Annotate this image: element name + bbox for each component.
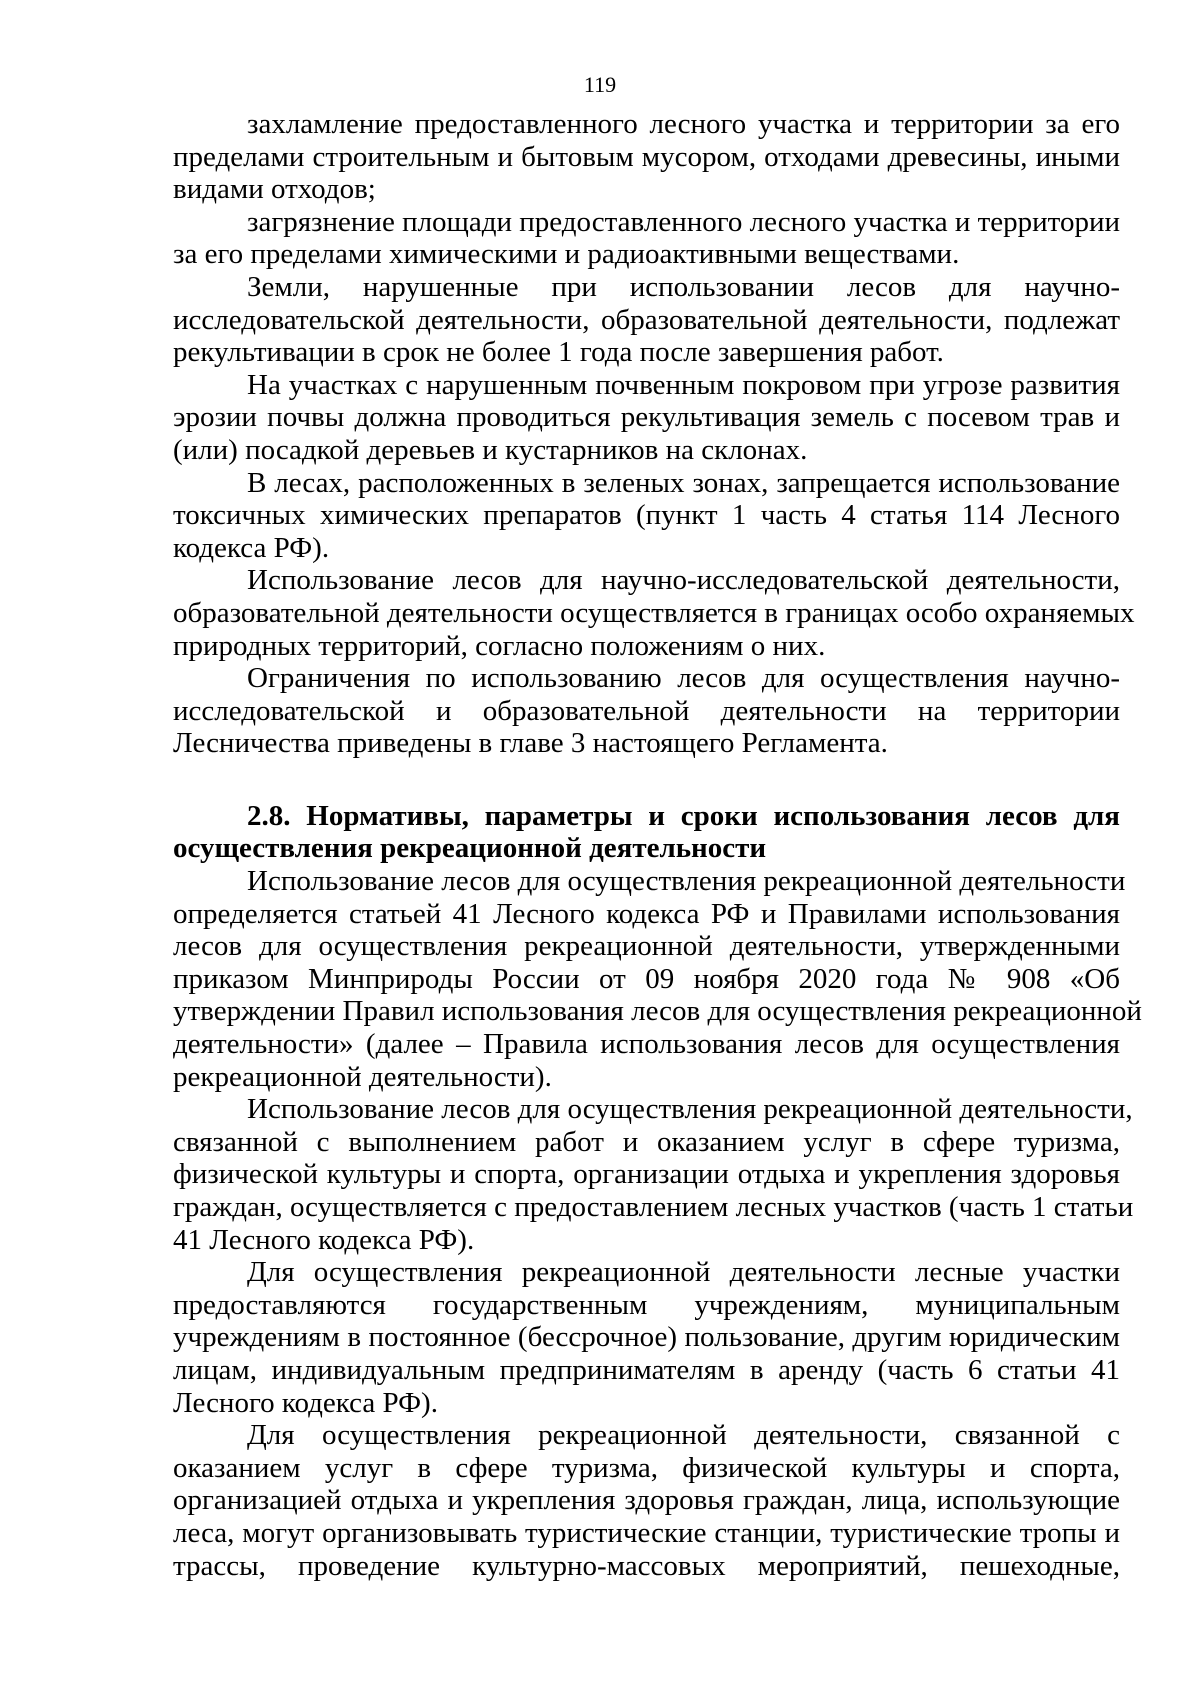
text-line: Лесничества приведены в главе 3 настоящего Регламента. <box>173 727 888 760</box>
text-line: учреждениям в постоянное (бессрочное) пользование, другим юридическим <box>173 1321 1120 1354</box>
text-line: исследовательской деятельности, образовательной деятельности, подлежат <box>173 303 1120 336</box>
paragraph <box>173 1256 1120 1419</box>
text-line: природных территорий, согласно положениям о них. <box>173 629 826 662</box>
paragraph <box>173 662 1120 760</box>
text-line: рекультивации в срок не более 1 года после завершения работ. <box>173 336 944 369</box>
text-line: Использование лесов для научно-исследовательской деятельности, <box>247 564 1120 597</box>
paragraphs-after-heading <box>173 865 1142 1582</box>
text-line: лицам, индивидуальным предпринимателям в аренду (часть 6 статьи 41 <box>173 1353 1120 1386</box>
text-line: 41 Лесного кодекса РФ). <box>173 1223 475 1256</box>
text-line: загрязнение площади предоставленного лесного участка и территории <box>247 205 1120 238</box>
text-line: связанной с выполнением работ и оказанием услуг в сфере туризма, <box>173 1125 1120 1158</box>
text-line: Лесного кодекса РФ). <box>173 1386 438 1419</box>
text-line: предоставляются государственным учреждениям, муниципальным <box>173 1288 1120 1321</box>
section-heading-2-8 <box>173 800 1120 865</box>
text-line: эрозии почвы должна проводиться рекультивация земель с посевом трав и <box>173 401 1120 434</box>
text-line: граждан, осуществляется с предоставлением лесных участков (часть 1 статьи <box>173 1191 1134 1223</box>
text-line: определяется статьей 41 Лесного кодекса РФ и Правилами использования <box>173 897 1120 930</box>
text-line: исследовательской и образовательной деятельности на территории <box>173 694 1120 727</box>
document-body <box>173 108 1142 1582</box>
text-line: кодекса РФ). <box>173 531 330 564</box>
text-line: токсичных химических препаратов (пункт 1 часть 4 статья 114 Лесного <box>173 499 1120 532</box>
paragraphs-before-heading <box>173 108 1135 760</box>
text-line: видами отходов; <box>173 173 376 206</box>
text-line: утверждении Правил использования лесов для осуществления рекреационной <box>173 995 1142 1028</box>
text-line: Для осуществления рекреационной деятельности лесные участки <box>247 1256 1120 1289</box>
paragraph <box>173 206 1120 271</box>
paragraph <box>173 369 1120 467</box>
text-line: Для осуществления рекреационной деятельности, связанной с <box>247 1419 1120 1452</box>
paragraph <box>173 271 1120 369</box>
paragraph <box>173 1419 1120 1582</box>
text-line: Использование лесов для осуществления рекреационной деятельности <box>247 865 1126 898</box>
text-line: На участках с нарушенным почвенным покровом при угрозе развития <box>247 368 1120 401</box>
text-line: приказом Минприроды России от 09 ноября 2020 года № 908 «Об <box>173 962 1120 995</box>
text-line: за его пределами химическими и радиоактивными веществами. <box>173 238 960 271</box>
text-line: трассы, проведение культурно-массовых мероприятий, пешеходные, <box>173 1549 1120 1582</box>
text-line: Земли, нарушенные при использовании лесов для научно- <box>247 270 1120 303</box>
text-line: Использование лесов для осуществления рекреационной деятельности, <box>247 1093 1133 1126</box>
text-line: (или) посадкой деревьев и кустарников на склонах. <box>173 433 808 466</box>
text-line: Ограничения по использованию лесов для осуществления научно- <box>247 662 1120 695</box>
paragraph <box>173 108 1120 206</box>
heading-line: 2.8. Нормативы, параметры и сроки использования лесов для <box>247 799 1120 832</box>
paragraph <box>173 467 1120 565</box>
text-line: леса, могут организовывать туристические станции, туристические тропы и <box>173 1516 1120 1549</box>
text-line: захламление предоставленного лесного участка и территории за его <box>247 108 1120 140</box>
text-line: оказанием услуг в сфере туризма, физической культуры и спорта, <box>173 1451 1120 1484</box>
text-line: деятельности» (далее – Правила использования лесов для осуществления <box>173 1028 1120 1061</box>
text-line: пределами строительным и бытовым мусором, отходами древесины, иными <box>173 140 1120 173</box>
text-line: физической культуры и спорта, организации отдыха и укрепления здоровья <box>173 1158 1120 1191</box>
paragraph <box>173 865 1142 1093</box>
text-line: лесов для осуществления рекреационной деятельности, утвержденными <box>173 930 1120 963</box>
text-line: организацией отдыха и укрепления здоровья граждан, лица, использующие <box>173 1484 1120 1517</box>
paragraph <box>173 564 1135 662</box>
page-number: 119 <box>583 72 617 97</box>
heading-line: осуществления рекреационной деятельности <box>173 832 767 865</box>
paragraph <box>173 1093 1134 1256</box>
text-line: образовательной деятельности осуществляется в границах особо охраняемых <box>173 596 1135 629</box>
text-line: В лесах, расположенных в зеленых зонах, запрещается использование <box>247 466 1120 499</box>
text-line: рекреационной деятельности). <box>173 1060 552 1093</box>
